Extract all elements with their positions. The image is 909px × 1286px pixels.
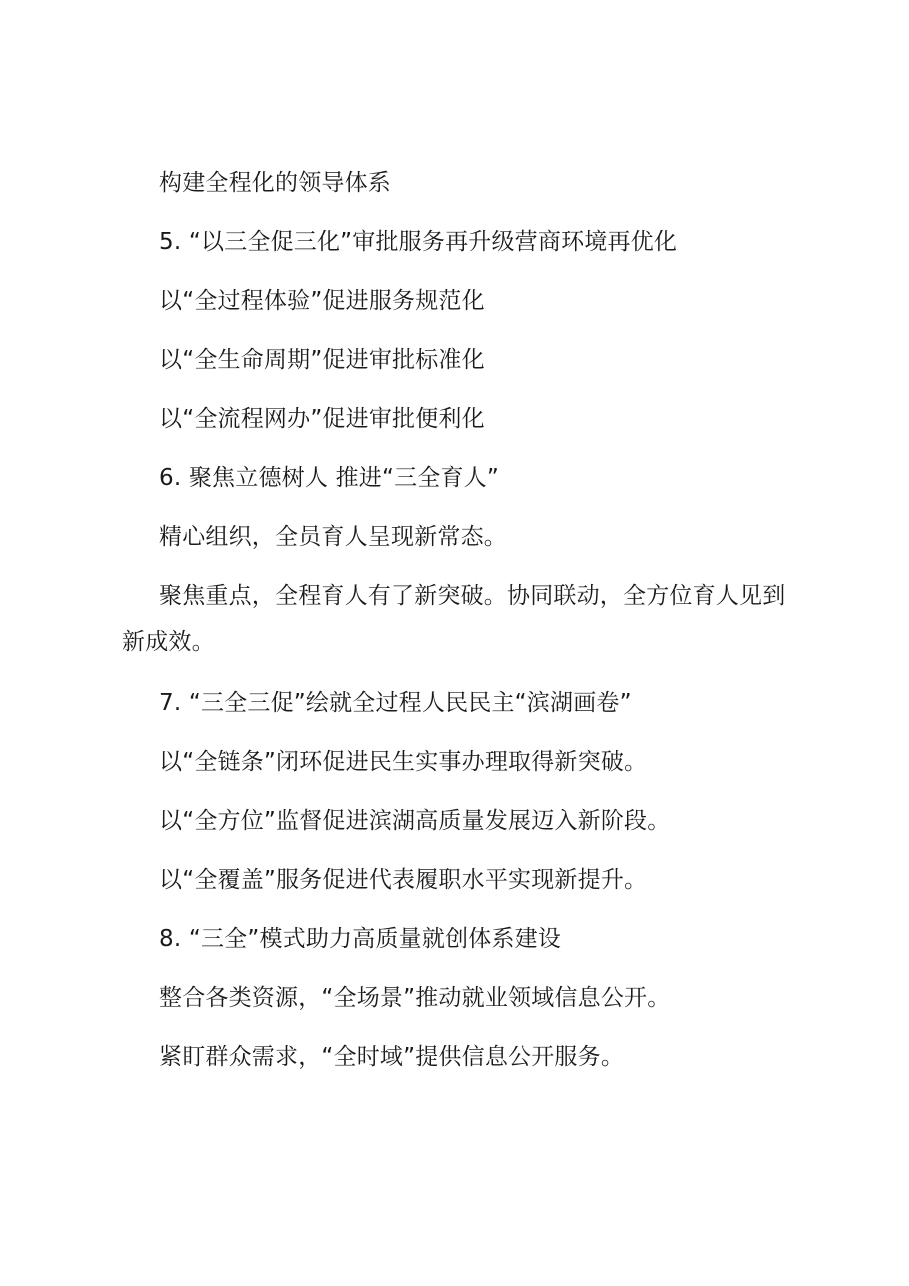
paragraph-approval-convenience: 以“全流程网办”促进审批便利化	[159, 406, 485, 432]
paragraph-all-time-domain: 紧盯群众需求，“全时域”提供信息公开服务。	[159, 1044, 625, 1070]
heading-item-5: 5. “以三全促三化”审批服务再升级营商环境再优化	[159, 229, 678, 255]
paragraph-approval-standardization: 以“全生命周期”促进审批标准化	[159, 347, 485, 373]
paragraph-leadership-system: 构建全程化的领导体系	[159, 170, 391, 196]
heading-item-6: 6. 聚焦立德树人 推进“三全育人”	[159, 465, 499, 491]
paragraph-all-round-supervision: 以“全方位”监督促进滨湖高质量发展迈入新阶段。	[159, 808, 671, 834]
paragraph-service-standardization: 以“全过程体验”促进服务规范化	[159, 288, 485, 314]
paragraph-whole-process-education: 聚焦重点，全程育人有了新突破。协同联动，全方位育人见到新成效。	[122, 583, 786, 655]
paragraph-full-staff-education: 精心组织，全员育人呈现新常态。	[159, 524, 507, 550]
heading-item-7: 7. “三全三促”绘就全过程人民民主“滨湖画卷”	[159, 690, 632, 716]
paragraph-full-chain: 以“全链条”闭环促进民生实事办理取得新突破。	[159, 749, 648, 775]
heading-item-8: 8. “三全”模式助力高质量就创体系建设	[159, 926, 562, 952]
paragraph-all-scenario: 整合各类资源，“全场景”推动就业领域信息公开。	[159, 985, 671, 1011]
paragraph-full-coverage-service: 以“全覆盖”服务促进代表履职水平实现新提升。	[159, 867, 648, 893]
